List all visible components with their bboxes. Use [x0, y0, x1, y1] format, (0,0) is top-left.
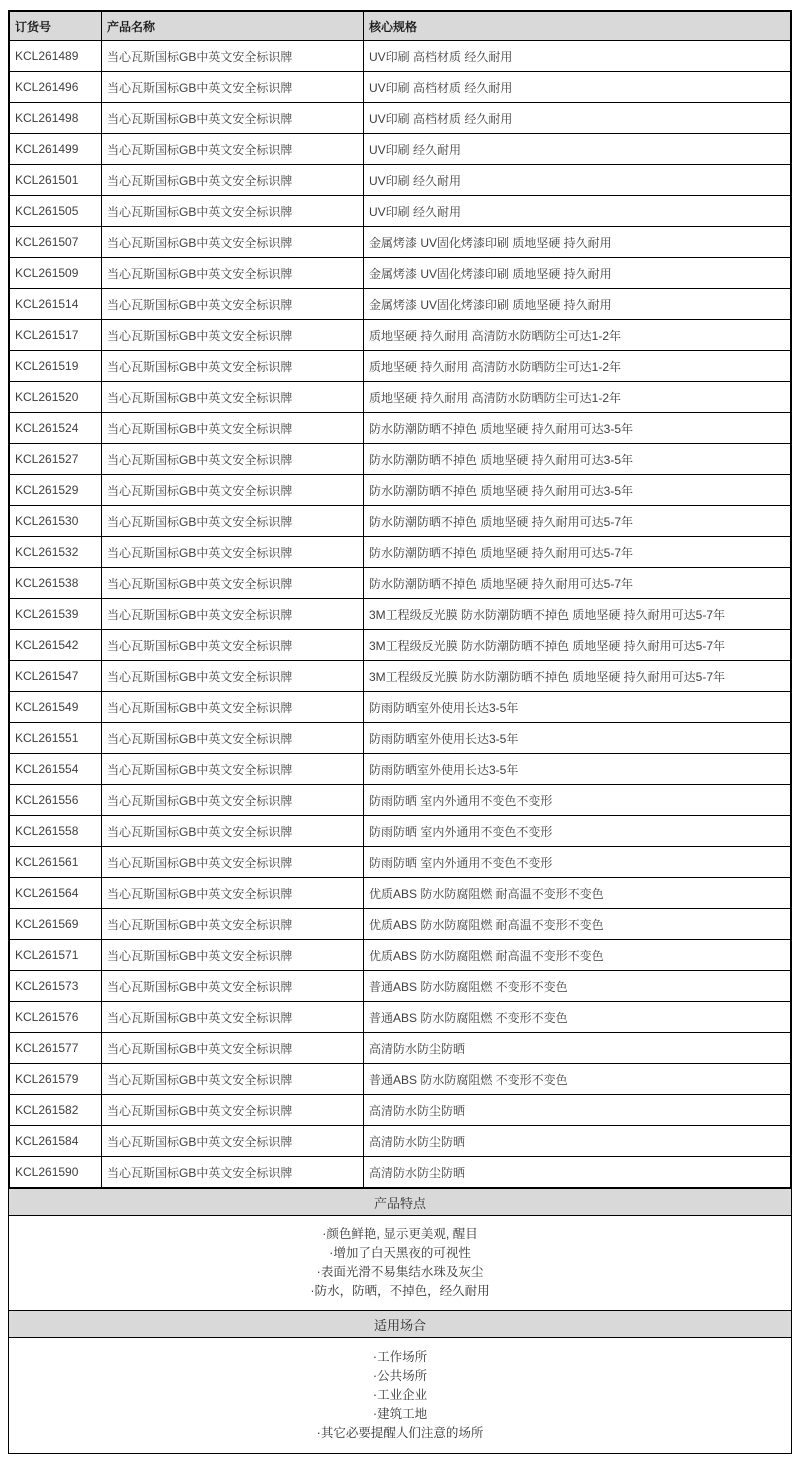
table-row	[10, 971, 791, 1002]
cell-product-name: 当心瓦斯国标GB中英文安全标识牌	[102, 847, 364, 878]
cell-core-spec: 3M工程级反光膜 防水防潮防晒不掉色 质地坚硬 持久耐用可达5-7年	[364, 630, 791, 661]
table-row	[10, 1126, 791, 1157]
table-row	[10, 909, 791, 940]
cell-product-name: 当心瓦斯国标GB中英文安全标识牌	[102, 1095, 364, 1126]
cell-order-no: KCL261524	[10, 413, 102, 444]
table-row	[10, 227, 791, 258]
cell-product-name: 当心瓦斯国标GB中英文安全标识牌	[102, 320, 364, 351]
cell-product-name: 当心瓦斯国标GB中英文安全标识牌	[102, 909, 364, 940]
cell-core-spec: 优质ABS 防水防腐阻燃 耐高温不变形不变色	[364, 940, 791, 971]
cell-product-name: 当心瓦斯国标GB中英文安全标识牌	[102, 1157, 364, 1188]
cell-order-no: KCL261538	[10, 568, 102, 599]
cell-core-spec: 防水防潮防晒不掉色 质地坚硬 持久耐用可达5-7年	[364, 506, 791, 537]
section-title-occasions: 适用场合	[373, 1317, 426, 1333]
cell-order-no: KCL261551	[10, 723, 102, 754]
table-row	[10, 413, 791, 444]
cell-product-name: 当心瓦斯国标GB中英文安全标识牌	[102, 940, 364, 971]
cell-product-name: 当心瓦斯国标GB中英文安全标识牌	[102, 103, 364, 134]
cell-core-spec: 高清防水防尘防晒	[364, 1157, 791, 1188]
cell-product-name: 当心瓦斯国标GB中英文安全标识牌	[102, 971, 364, 1002]
table-row	[10, 41, 791, 72]
table-row	[10, 351, 791, 382]
cell-product-name: 当心瓦斯国标GB中英文安全标识牌	[102, 289, 364, 320]
cell-order-no: KCL261558	[10, 816, 102, 847]
cell-core-spec: 防水防潮防晒不掉色 质地坚硬 持久耐用可达3-5年	[364, 444, 791, 475]
table-row	[10, 537, 791, 568]
table-row	[10, 847, 791, 878]
cell-product-name: 当心瓦斯国标GB中英文安全标识牌	[102, 723, 364, 754]
table-row	[10, 72, 791, 103]
table-row	[10, 754, 791, 785]
cell-order-no: KCL261520	[10, 382, 102, 413]
cell-core-spec: 普通ABS 防水防腐阻燃 不变形不变色	[364, 971, 791, 1002]
product-table	[9, 11, 791, 1188]
cell-order-no: KCL261509	[10, 258, 102, 289]
cell-core-spec: 质地坚硬 持久耐用 高清防水防晒防尘可达1-2年	[364, 382, 791, 413]
cell-core-spec: 防水防潮防晒不掉色 质地坚硬 持久耐用可达3-5年	[364, 475, 791, 506]
cell-order-no: KCL261556	[10, 785, 102, 816]
cell-product-name: 当心瓦斯国标GB中英文安全标识牌	[102, 1002, 364, 1033]
cell-order-no: KCL261577	[10, 1033, 102, 1064]
table-row	[10, 103, 791, 134]
cell-order-no: KCL261576	[10, 1002, 102, 1033]
cell-core-spec: 防水防潮防晒不掉色 质地坚硬 持久耐用可达3-5年	[364, 413, 791, 444]
cell-core-spec: 防水防潮防晒不掉色 质地坚硬 持久耐用可达5-7年	[364, 568, 791, 599]
table-row	[10, 1033, 791, 1064]
cell-core-spec: UV印刷 经久耐用	[364, 196, 791, 227]
cell-core-spec: 3M工程级反光膜 防水防潮防晒不掉色 质地坚硬 持久耐用可达5-7年	[364, 599, 791, 630]
cell-order-no: KCL261584	[10, 1126, 102, 1157]
cell-order-no: KCL261549	[10, 692, 102, 723]
table-row	[10, 506, 791, 537]
occasions-list	[9, 1338, 791, 1453]
column-header-order-no: 订货号	[10, 12, 102, 41]
cell-order-no: KCL261517	[10, 320, 102, 351]
table-row	[10, 196, 791, 227]
cell-order-no: KCL261530	[10, 506, 102, 537]
cell-order-no: KCL261554	[10, 754, 102, 785]
cell-order-no: KCL261569	[10, 909, 102, 940]
cell-product-name: 当心瓦斯国标GB中英文安全标识牌	[102, 568, 364, 599]
cell-product-name: 当心瓦斯国标GB中英文安全标识牌	[102, 444, 364, 475]
cell-core-spec: 金属烤漆 UV固化烤漆印刷 质地坚硬 持久耐用	[364, 258, 791, 289]
cell-product-name: 当心瓦斯国标GB中英文安全标识牌	[102, 351, 364, 382]
cell-core-spec: UV印刷 高档材质 经久耐用	[364, 72, 791, 103]
cell-order-no: KCL261498	[10, 103, 102, 134]
cell-product-name: 当心瓦斯国标GB中英文安全标识牌	[102, 72, 364, 103]
features-list	[9, 1216, 791, 1310]
cell-order-no: KCL261501	[10, 165, 102, 196]
cell-order-no: KCL261507	[10, 227, 102, 258]
table-row	[10, 444, 791, 475]
cell-order-no: KCL261590	[10, 1157, 102, 1188]
cell-product-name: 当心瓦斯国标GB中英文安全标识牌	[102, 816, 364, 847]
cell-core-spec: 普通ABS 防水防腐阻燃 不变形不变色	[364, 1064, 791, 1095]
cell-product-name: 当心瓦斯国标GB中英文安全标识牌	[102, 1064, 364, 1095]
cell-core-spec: 防雨防晒室外使用长达3-5年	[364, 754, 791, 785]
table-row	[10, 1095, 791, 1126]
table-row	[10, 1064, 791, 1095]
cell-core-spec: 普通ABS 防水防腐阻燃 不变形不变色	[364, 1002, 791, 1033]
cell-core-spec: 3M工程级反光膜 防水防潮防晒不掉色 质地坚硬 持久耐用可达5-7年	[364, 661, 791, 692]
cell-product-name: 当心瓦斯国标GB中英文安全标识牌	[102, 630, 364, 661]
table-row	[10, 878, 791, 909]
cell-product-name: 当心瓦斯国标GB中英文安全标识牌	[102, 196, 364, 227]
cell-product-name: 当心瓦斯国标GB中英文安全标识牌	[102, 134, 364, 165]
cell-order-no: KCL261579	[10, 1064, 102, 1095]
cell-core-spec: 高清防水防尘防晒	[364, 1033, 791, 1064]
cell-product-name: 当心瓦斯国标GB中英文安全标识牌	[102, 661, 364, 692]
cell-product-name: 当心瓦斯国标GB中英文安全标识牌	[102, 475, 364, 506]
bullet-line: ·工业企业	[372, 1388, 428, 1402]
cell-order-no: KCL261514	[10, 289, 102, 320]
cell-product-name: 当心瓦斯国标GB中英文安全标识牌	[102, 785, 364, 816]
table-row	[10, 661, 791, 692]
cell-order-no: KCL261529	[10, 475, 102, 506]
cell-order-no: KCL261539	[10, 599, 102, 630]
section-header-features	[9, 1188, 791, 1216]
column-header-core-spec: 核心规格	[364, 12, 791, 41]
table-row	[10, 816, 791, 847]
bullet-line: ·颜色鲜艳, 显示更美观, 醒目	[322, 1227, 478, 1241]
cell-order-no: KCL261489	[10, 41, 102, 72]
column-header-product-name: 产品名称	[102, 12, 364, 41]
page	[0, 10, 800, 1474]
section-title-features: 产品特点	[373, 1195, 426, 1211]
table-row	[10, 630, 791, 661]
cell-product-name: 当心瓦斯国标GB中英文安全标识牌	[102, 1033, 364, 1064]
cell-product-name: 当心瓦斯国标GB中英文安全标识牌	[102, 165, 364, 196]
cell-core-spec: 优质ABS 防水防腐阻燃 耐高温不变形不变色	[364, 909, 791, 940]
cell-core-spec: UV印刷 经久耐用	[364, 134, 791, 165]
cell-product-name: 当心瓦斯国标GB中英文安全标识牌	[102, 41, 364, 72]
cell-order-no: KCL261573	[10, 971, 102, 1002]
cell-order-no: KCL261505	[10, 196, 102, 227]
table-row	[10, 723, 791, 754]
product-spec-sheet	[8, 10, 792, 1454]
bullet-line: ·增加了白天黑夜的可视性	[329, 1246, 471, 1260]
cell-core-spec: 防雨防晒 室内外通用不变色不变形	[364, 847, 791, 878]
cell-order-no: KCL261499	[10, 134, 102, 165]
cell-core-spec: UV印刷 高档材质 经久耐用	[364, 103, 791, 134]
cell-core-spec: 防雨防晒室外使用长达3-5年	[364, 692, 791, 723]
table-row	[10, 382, 791, 413]
cell-product-name: 当心瓦斯国标GB中英文安全标识牌	[102, 1126, 364, 1157]
cell-order-no: KCL261561	[10, 847, 102, 878]
cell-product-name: 当心瓦斯国标GB中英文安全标识牌	[102, 692, 364, 723]
cell-product-name: 当心瓦斯国标GB中英文安全标识牌	[102, 227, 364, 258]
cell-core-spec: UV印刷 经久耐用	[364, 165, 791, 196]
cell-core-spec: 防水防潮防晒不掉色 质地坚硬 持久耐用可达5-7年	[364, 537, 791, 568]
cell-product-name: 当心瓦斯国标GB中英文安全标识牌	[102, 413, 364, 444]
cell-core-spec: 质地坚硬 持久耐用 高清防水防晒防尘可达1-2年	[364, 320, 791, 351]
cell-core-spec: 优质ABS 防水防腐阻燃 耐高温不变形不变色	[364, 878, 791, 909]
cell-core-spec: 金属烤漆 UV固化烤漆印刷 质地坚硬 持久耐用	[364, 227, 791, 258]
table-row	[10, 1002, 791, 1033]
cell-product-name: 当心瓦斯国标GB中英文安全标识牌	[102, 537, 364, 568]
table-row	[10, 289, 791, 320]
cell-core-spec: 金属烤漆 UV固化烤漆印刷 质地坚硬 持久耐用	[364, 289, 791, 320]
cell-core-spec: 高清防水防尘防晒	[364, 1126, 791, 1157]
bullet-line: ·建筑工地	[372, 1407, 428, 1421]
cell-core-spec: 高清防水防尘防晒	[364, 1095, 791, 1126]
table-row	[10, 320, 791, 351]
bullet-line: ·其它必要提醒人们注意的场所	[316, 1426, 484, 1440]
table-row	[10, 1157, 791, 1188]
table-row	[10, 692, 791, 723]
table-row	[10, 940, 791, 971]
cell-order-no: KCL261527	[10, 444, 102, 475]
cell-core-spec: 防雨防晒 室内外通用不变色不变形	[364, 785, 791, 816]
cell-order-no: KCL261582	[10, 1095, 102, 1126]
cell-core-spec: UV印刷 高档材质 经久耐用	[364, 41, 791, 72]
cell-core-spec: 防雨防晒室外使用长达3-5年	[364, 723, 791, 754]
cell-core-spec: 防雨防晒 室内外通用不变色不变形	[364, 816, 791, 847]
cell-product-name: 当心瓦斯国标GB中英文安全标识牌	[102, 878, 364, 909]
bullet-line: ·防水，防晒，不掉色，经久耐用	[310, 1284, 490, 1298]
cell-product-name: 当心瓦斯国标GB中英文安全标识牌	[102, 599, 364, 630]
table-row	[10, 258, 791, 289]
cell-order-no: KCL261496	[10, 72, 102, 103]
table-row	[10, 134, 791, 165]
table-body	[10, 41, 791, 1188]
cell-order-no: KCL261532	[10, 537, 102, 568]
section-header-occasions	[9, 1310, 791, 1338]
cell-order-no: KCL261547	[10, 661, 102, 692]
cell-product-name: 当心瓦斯国标GB中英文安全标识牌	[102, 382, 364, 413]
cell-product-name: 当心瓦斯国标GB中英文安全标识牌	[102, 506, 364, 537]
bullet-line: ·表面光滑不易集结水珠及灰尘	[316, 1265, 484, 1279]
cell-product-name: 当心瓦斯国标GB中英文安全标识牌	[102, 754, 364, 785]
cell-product-name: 当心瓦斯国标GB中英文安全标识牌	[102, 258, 364, 289]
table-row	[10, 599, 791, 630]
cell-order-no: KCL261564	[10, 878, 102, 909]
table-row	[10, 785, 791, 816]
table-row	[10, 165, 791, 196]
cell-core-spec: 质地坚硬 持久耐用 高清防水防晒防尘可达1-2年	[364, 351, 791, 382]
cell-order-no: KCL261571	[10, 940, 102, 971]
table-row	[10, 568, 791, 599]
table-row	[10, 475, 791, 506]
cell-order-no: KCL261519	[10, 351, 102, 382]
table-header-row	[10, 12, 791, 41]
cell-order-no: KCL261542	[10, 630, 102, 661]
bullet-line: ·工作场所	[372, 1350, 428, 1364]
bullet-line: ·公共场所	[372, 1369, 428, 1383]
